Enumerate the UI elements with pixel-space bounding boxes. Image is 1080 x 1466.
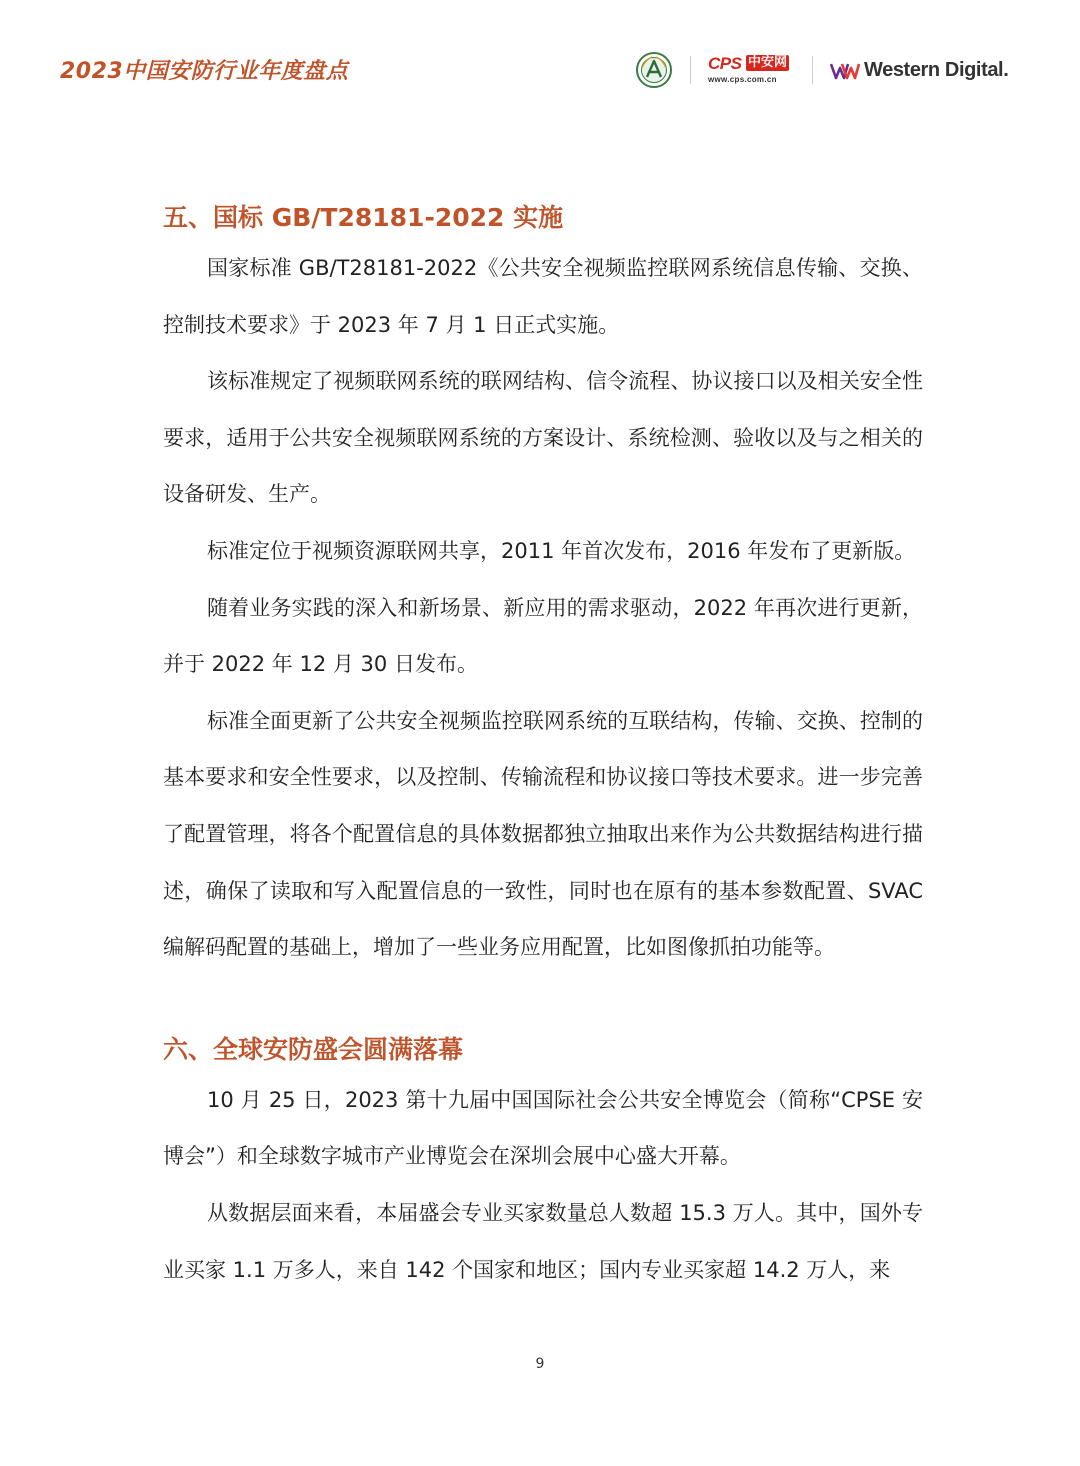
paragraph: 随着业务实践的深入和新场景、新应用的需求驱动，2022 年再次进行更新，并于 2022 年 12 月 30 日发布。: [163, 595, 923, 677]
paragraph: 标准全面更新了公共安全视频监控联网系统的互联结构，传输、交换、控制的基本要求和安全性要求，以及控制、传输流程和协议接口等技术要求。进一步完善了配置管理，将各个配置信息的具体数据都独立抽取出来作为公共数据结构进行描述，确保了读取和写入配置信息的一致性，同时也在原有的基本参数配置、SVAC 编解码配置的基础上，增加了一些业务应用配置，比如图像抓拍功能等。: [163, 708, 923, 960]
logo-divider: [812, 56, 813, 84]
paragraph: 从数据层面来看，本届盛会专业买家数量总人数超 15.3 万人。其中，国外专业买家 1.1 万多人，来自 142 个国家和地区；国内专业买家超 14.2 万人，来: [163, 1200, 923, 1282]
paragraph: 标准定位于视频资源联网共享，2011 年首次发布，2016 年发布了更新版。: [207, 538, 916, 563]
section-title: 五、国标 GB/T28181-2022 实施: [163, 203, 564, 232]
cps-logo: [708, 54, 796, 88]
section-security-expo: [163, 1028, 923, 1298]
association-emblem-icon: [636, 52, 672, 88]
page-header: [0, 0, 1080, 110]
page-number: 9: [535, 1356, 545, 1372]
section-gb28181: [163, 196, 923, 976]
paragraph: 国家标准 GB/T28181-2022《公共安全视频监控联网系统信息传输、交换、控制技术要求》于 2023 年 7 月 1 日正式实施。: [163, 256, 923, 337]
paragraph: 10 月 25 日，2023 第十九届中国国际社会公共安全博览会（简称“CPSE 安博会”）和全球数字城市产业博览会在深圳会展中心盛大开幕。: [163, 1087, 923, 1169]
section-title: 六、全球安防盛会圆满落幕: [163, 1034, 464, 1064]
paragraph: 该标准规定了视频联网系统的联网结构、信令流程、协议接口以及相关安全性要求，适用于公共安全视频联网系统的方案设计、系统检测、验收以及与之相关的设备研发、生产。: [163, 369, 923, 507]
cps-url-text: www.cps.com.cn: [708, 75, 777, 84]
article-body: [163, 196, 923, 1298]
western-digital-w-icon: [830, 62, 860, 80]
sponsor-logos: [636, 52, 1026, 92]
western-digital-text: Western Digital.: [864, 59, 1009, 81]
report-title: 2023中国安防行业年度盘点: [60, 59, 349, 84]
cps-chinese-text: 中安网: [748, 55, 788, 70]
cps-brand-text: CPS: [708, 54, 742, 73]
logo-divider: [690, 56, 691, 84]
western-digital-logo: [830, 58, 1026, 86]
